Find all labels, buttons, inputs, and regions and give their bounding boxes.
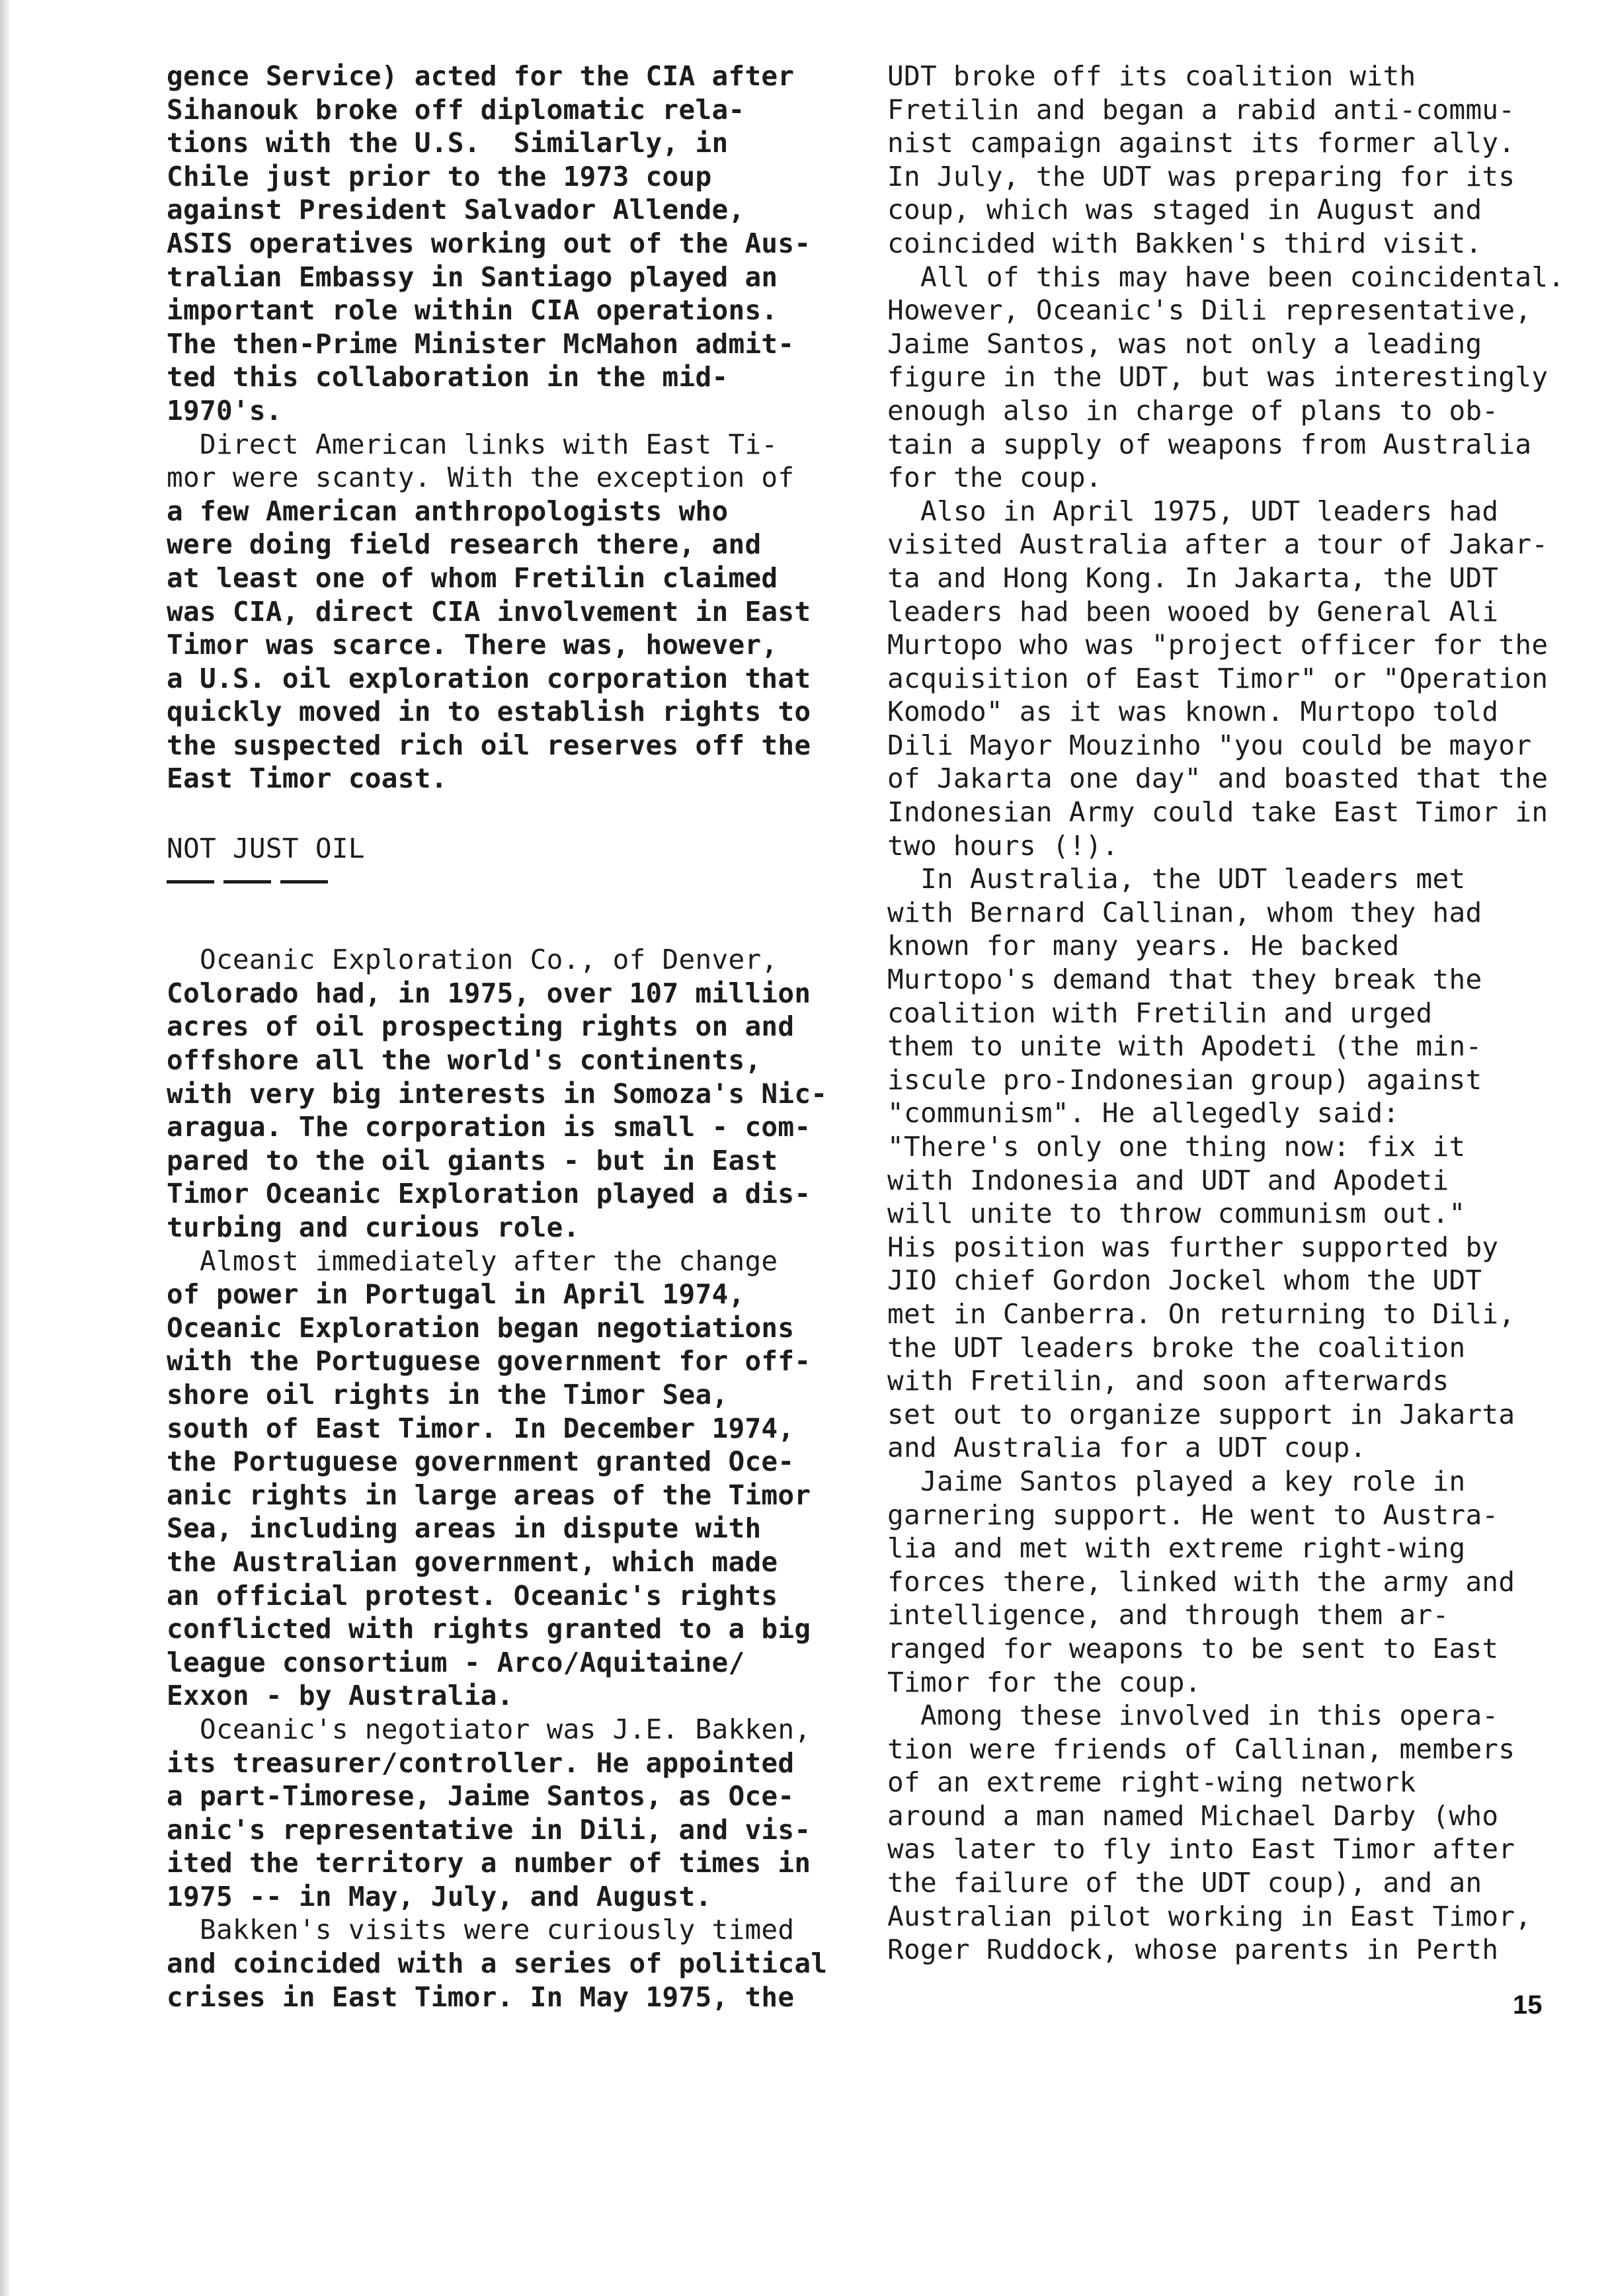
text-line: Oceanic's negotiator was J.E. Bakken, <box>167 1713 811 1745</box>
text-line: coalition with Fretilin and urged <box>887 997 1433 1029</box>
text-line: ited the territory a number of times in <box>167 1847 811 1879</box>
left-column-text-bottom <box>167 943 828 2014</box>
text-line: Indonesian Army could take East Timor in <box>887 796 1548 829</box>
text-line: tions with the U.S. Similarly, in <box>167 127 729 159</box>
section-gap <box>167 866 828 875</box>
text-line: Colorado had, in 1975, over 107 million <box>167 977 811 1009</box>
text-line: was CIA, direct CIA involvement in East <box>167 595 811 628</box>
text-line: was later to fly into East Timor after <box>887 1833 1515 1866</box>
section-heading: NOT JUST OIL <box>167 833 365 865</box>
text-line: JIO chief Gordon Jockel whom the UDT <box>887 1264 1482 1297</box>
text-line: coincided with Bakken's third visit. <box>887 227 1482 259</box>
left-column-text-top <box>167 60 828 796</box>
text-line: a U.S. oil exploration corporation that <box>167 662 811 694</box>
text-line: the UDT leaders broke the coalition <box>887 1331 1466 1364</box>
text-line: Sea, including areas in dispute with <box>167 1512 762 1545</box>
text-line: around a man named Michael Darby (who <box>887 1799 1499 1832</box>
text-line: against President Salvador Allende, <box>167 194 745 226</box>
text-line: Timor for the coup. <box>887 1666 1201 1698</box>
text-line: enough also in charge of plans to ob- <box>887 394 1499 427</box>
dash-rule-segment <box>223 880 271 883</box>
text-line: Murtopo who was "project officer for the <box>887 629 1548 661</box>
text-line: known for many years. He backed <box>887 930 1400 962</box>
text-line: with Bernard Callinan, whom they had <box>887 896 1482 928</box>
text-line: leaders had been wooed by General Ali <box>887 595 1499 628</box>
text-line: shore oil rights in the Timor Sea, <box>167 1378 729 1411</box>
text-line: East Timor coast. <box>167 762 448 795</box>
text-line: at least one of whom Fretilin claimed <box>167 561 778 594</box>
text-line: "communism". He allegedly said: <box>887 1097 1400 1129</box>
text-line: Roger Ruddock, whose parents in Perth <box>887 1934 1499 1966</box>
text-line: pared to the oil giants - but in East <box>167 1144 778 1176</box>
text-line: with Fretilin, and soon afterwards <box>887 1365 1449 1397</box>
text-line: "There's only one thing now: fix it <box>887 1131 1466 1163</box>
text-line: acres of oil prospecting rights on and <box>167 1010 795 1043</box>
page-binding-edge <box>0 0 9 2296</box>
text-line: coup, which was staged in August and <box>887 194 1482 226</box>
text-line: quickly moved in to establish rights to <box>167 696 811 728</box>
text-line: 1975 -- in May, July, and August. <box>167 1880 712 1912</box>
text-line: Almost immediately after the change <box>167 1245 778 1277</box>
text-line: Exxon - by Australia. <box>167 1680 514 1712</box>
text-line: In Australia, the UDT leaders met <box>887 863 1466 895</box>
text-line: garnering support. He went to Austra- <box>887 1498 1499 1531</box>
text-line: of Jakarta one day" and boasted that the <box>887 762 1548 795</box>
text-line: Timor was scarce. There was, however, <box>167 629 778 661</box>
text-line: the Portuguese government granted Oce- <box>167 1446 795 1478</box>
text-line: Oceanic Exploration Co., of Denver, <box>167 944 778 976</box>
text-line: of power in Portugal in April 1974, <box>167 1278 745 1311</box>
text-line: met in Canberra. On returning to Dili, <box>887 1297 1515 1330</box>
text-line: Chile just prior to the 1973 coup <box>167 160 712 192</box>
text-line: 1970's. <box>167 394 282 427</box>
text-line: Sihanouk broke off diplomatic rela- <box>167 93 745 126</box>
text-line: important role within CIA operations. <box>167 294 778 327</box>
text-line: Oceanic Exploration began negotiations <box>167 1311 795 1344</box>
text-line: However, Oceanic's Dili representative, <box>887 294 1532 327</box>
text-line: ranged for weapons to be sent to East <box>887 1632 1499 1664</box>
text-line: Murtopo's demand that they break the <box>887 964 1482 996</box>
text-line: All of this may have been coincidental. <box>887 261 1565 293</box>
text-line: of an extreme right-wing network <box>887 1766 1416 1799</box>
text-line: Timor Oceanic Exploration played a dis- <box>167 1178 811 1210</box>
text-line: were doing field research there, and <box>167 528 762 561</box>
text-line: Australian pilot working in East Timor, <box>887 1900 1532 1932</box>
left-column <box>167 60 828 2014</box>
text-line: crises in East Timor. In May 1975, the <box>167 1981 795 2013</box>
text-line: the failure of the UDT coup), and an <box>887 1867 1482 1899</box>
text-line: tralian Embassy in Santiago played an <box>167 261 778 293</box>
text-line: anic rights in large areas of the Timor <box>167 1479 811 1511</box>
text-line: lia and met with extreme right-wing <box>887 1532 1466 1565</box>
text-line: iscule pro-Indonesian group) against <box>887 1063 1482 1096</box>
text-line: league consortium - Arco/Aquitaine/ <box>167 1646 745 1678</box>
text-line: anic's representative in Dili, and vis- <box>167 1813 811 1846</box>
text-line: with very big interests in Somoza's Nic- <box>167 1077 828 1110</box>
text-line: ASIS operatives working out of the Aus- <box>167 227 811 259</box>
text-line: visited Australia after a tour of Jakar- <box>887 528 1548 561</box>
text-line: Also in April 1975, UDT leaders had <box>887 495 1499 527</box>
section-gap <box>167 796 828 832</box>
text-line: and coincided with a series of political <box>167 1948 828 1980</box>
text-line: them to unite with Apodeti (the min- <box>887 1030 1482 1063</box>
text-line: gence Service) acted for the CIA after <box>167 60 795 92</box>
text-line: the suspected rich oil reserves off the <box>167 729 811 761</box>
text-line: the Australian government, which made <box>167 1545 778 1578</box>
text-line: offshore all the world's continents, <box>167 1044 762 1077</box>
dash-rule-segment <box>280 880 328 883</box>
text-line: acquisition of East Timor" or "Operation <box>887 662 1548 694</box>
heading-dash-rule <box>167 875 828 909</box>
text-line: with the Portuguese government for off- <box>167 1345 811 1377</box>
text-line: His position was further supported by <box>887 1231 1499 1263</box>
text-line: tion were friends of Callinan, members <box>887 1733 1515 1765</box>
text-line: Dili Mayor Mouzinho "you could be mayor <box>887 729 1532 761</box>
text-line: forces there, linked with the army and <box>887 1565 1515 1598</box>
text-line: a part-Timorese, Jaime Santos, as Oce- <box>167 1780 795 1813</box>
text-line: Among these involved in this opera- <box>887 1700 1499 1732</box>
text-line: Jaime Santos, was not only a leading <box>887 327 1482 360</box>
text-line: Direct American links with East Ti- <box>167 428 778 460</box>
dash-rule-segment <box>167 880 214 883</box>
text-line: south of East Timor. In December 1974, <box>167 1412 795 1444</box>
text-line: figure in the UDT, but was interestingly <box>887 361 1548 393</box>
text-line: aragua. The corporation is small - com- <box>167 1111 811 1143</box>
text-line: and Australia for a UDT coup. <box>887 1432 1367 1464</box>
text-line: ted this collaboration in the mid- <box>167 361 729 393</box>
text-line: intelligence, and through them ar- <box>887 1599 1449 1631</box>
text-line: nist campaign against its former ally. <box>887 127 1515 159</box>
text-line: Fretilin and began a rabid anti-commu- <box>887 93 1515 126</box>
text-line: set out to organize support in Jakarta <box>887 1398 1515 1430</box>
text-line: turbing and curious role. <box>167 1211 580 1243</box>
text-line: an official protest. Oceanic's rights <box>167 1579 778 1612</box>
text-line: a few American anthropologists who <box>167 495 729 527</box>
text-line: UDT broke off its coalition with <box>887 60 1416 92</box>
text-line: The then-Prime Minister McMahon admit- <box>167 327 795 360</box>
text-line: two hours (!). <box>887 829 1119 862</box>
text-line: its treasurer/controller. He appointed <box>167 1746 795 1779</box>
text-line: Jaime Santos played a key role in <box>887 1465 1466 1497</box>
text-line: will unite to throw communism out." <box>887 1198 1466 1230</box>
text-line: conflicted with rights granted to a big <box>167 1613 811 1645</box>
page-number: 15 <box>1513 1990 1543 2020</box>
text-line: tain a supply of weapons from Australia <box>887 428 1532 460</box>
text-line: mor were scanty. With the exception of <box>167 462 795 494</box>
text-line: Bakken's visits were curiously timed <box>167 1914 795 1946</box>
section-gap <box>167 908 828 943</box>
right-column <box>887 60 1565 1967</box>
text-line: with Indonesia and UDT and Apodeti <box>887 1164 1449 1196</box>
text-line: for the coup. <box>887 462 1102 494</box>
text-line: ta and Hong Kong. In Jakarta, the UDT <box>887 561 1499 594</box>
text-line: In July, the UDT was preparing for its <box>887 160 1515 192</box>
text-line: Komodo" as it was known. Murtopo told <box>887 696 1499 728</box>
